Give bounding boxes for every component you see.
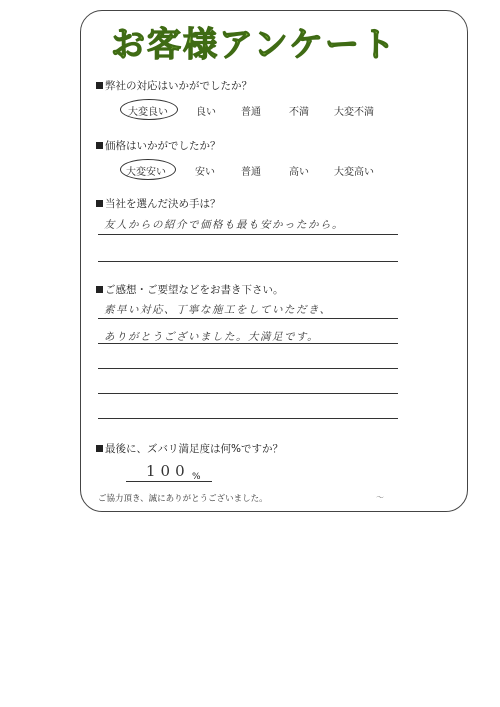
- square-bullet-icon: [96, 142, 103, 149]
- footer-mark: ～: [376, 493, 384, 502]
- option-service-3[interactable]: 普通: [241, 107, 261, 118]
- comment-underline: [98, 318, 398, 319]
- option-price-2[interactable]: 安い: [195, 167, 215, 178]
- question-price-label: 価格はいかがでしたか？: [105, 140, 221, 152]
- survey-title: お客様アンケート: [111, 25, 397, 65]
- satisfaction-line: [126, 481, 212, 482]
- comment-line-1: 素早い対応、丁寧な施工をしていただき、: [104, 304, 332, 316]
- option-price-1[interactable]: 大変安い: [126, 167, 166, 178]
- answer-line: [98, 234, 398, 235]
- option-price-4[interactable]: 高い: [289, 167, 309, 178]
- option-price-3[interactable]: 普通: [241, 167, 261, 178]
- satisfaction-unit: %: [192, 472, 201, 482]
- comment-line-2: ありがとうございました。大満足です。: [104, 331, 320, 343]
- square-bullet-icon: [96, 286, 103, 293]
- question-service-label: 弊社の対応はいかがでしたか？: [105, 80, 252, 92]
- question-service: [96, 78, 252, 93]
- question-price: [96, 138, 221, 153]
- question-decision: [96, 196, 221, 211]
- square-bullet-icon: [96, 445, 103, 452]
- square-bullet-icon: [96, 82, 103, 89]
- question-satisfaction: [96, 441, 283, 456]
- question-satisfaction-label: 最後に、ズバリ満足度は何%ですか？: [105, 443, 283, 455]
- option-service-5[interactable]: 大変不満: [334, 107, 374, 118]
- square-bullet-icon: [96, 200, 103, 207]
- option-price-5[interactable]: 大変高い: [334, 167, 374, 178]
- comment-underline: [98, 368, 398, 369]
- comment-underline: [98, 343, 398, 344]
- answer-line: [98, 261, 398, 262]
- decision-answer: 友人からの紹介で価格も最も安かったから。: [104, 219, 344, 231]
- comment-underline: [98, 418, 398, 419]
- option-service-4[interactable]: 不満: [289, 107, 309, 118]
- question-comments: [96, 282, 284, 297]
- question-decision-label: 当社を選んだ決め手は？: [105, 198, 221, 210]
- option-service-1[interactable]: 大変良い: [128, 107, 168, 118]
- comment-underline: [98, 393, 398, 394]
- option-service-2[interactable]: 良い: [196, 107, 216, 118]
- thanks-message: ご協力頂き、誠にありがとうございました。: [98, 494, 268, 504]
- question-comments-label: ご感想・ご要望などをお書き下さい。: [105, 284, 284, 296]
- satisfaction-value: 100: [146, 462, 190, 480]
